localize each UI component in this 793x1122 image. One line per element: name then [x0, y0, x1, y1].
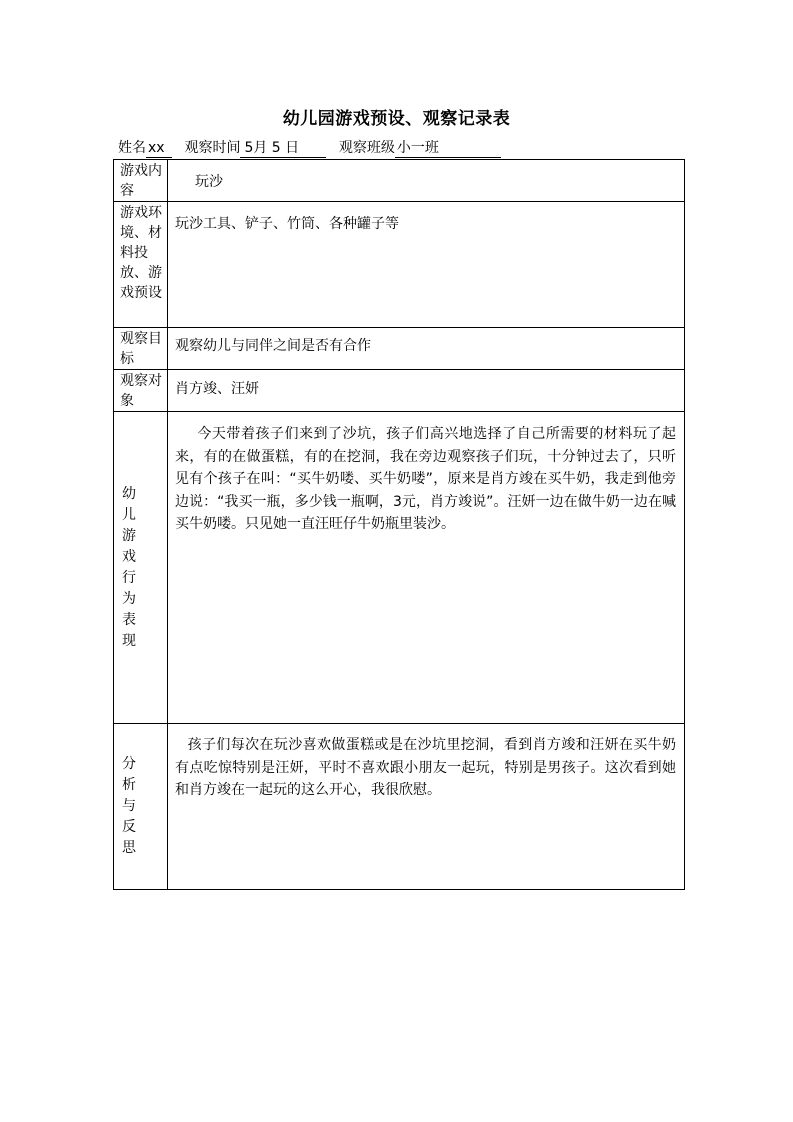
info-line — [118, 138, 538, 158]
table-row-environment — [114, 202, 685, 328]
row-content: 今天带着孩子们来到了沙坑，孩子们高兴地选择了自己所需要的材料玩了起来，有的在做蛋糕，有的在挖洞，我在旁边观察孩子们玩，十分钟过去了，只听见有个孩子在叫：“买牛奶喽、买牛奶喽”，原来是肖方竣在买牛奶，我走到他旁边说：“我买一瓶，多少钱一瓶啊，3元，肖方竣说”。汪妍一边在做牛奶一边在喊买牛奶喽。只见她一直汪旺仔牛奶瓶里装沙。 — [168, 412, 685, 724]
row-label: 游戏环境、材料投放、游戏预设 — [114, 202, 168, 328]
row-label: 游戏内容 — [114, 160, 168, 202]
name-value: xx — [146, 139, 172, 158]
row-content: 孩子们每次在玩沙喜欢做蛋糕或是在沙坑里挖洞，看到肖方竣和汪妍在买牛奶有点吃惊特别是汪妍，平时不喜欢跟小朋友一起玩，特别是男孩子。这次看到她和肖方竣在一起玩的这么开心，我很欣慰。 — [168, 724, 685, 890]
class-value: 小一班 — [395, 139, 501, 158]
table-row-reflection — [114, 724, 685, 890]
page-title: 幼儿园游戏预设、观察记录表 — [282, 109, 511, 129]
table-row-behavior — [114, 412, 685, 724]
row-label: 观察目标 — [114, 328, 168, 370]
row-content: 玩沙 — [168, 160, 685, 202]
table-row-subject — [114, 370, 685, 412]
row-content: 肖方竣、汪妍 — [168, 370, 685, 412]
time-label: 观察时间 — [184, 140, 241, 156]
row-label: 分析与反思 — [114, 724, 168, 890]
row-content: 观察幼儿与同伴之间是否有合作 — [168, 328, 685, 370]
record-table — [113, 159, 685, 890]
row-label: 观察对象 — [114, 370, 168, 412]
table-row-game-content — [114, 160, 685, 202]
row-content: 玩沙工具、铲子、竹筒、各种罐子等 — [168, 202, 685, 328]
row-label: 幼儿游戏行为表现 — [114, 412, 168, 724]
class-label: 观察班级 — [338, 140, 395, 156]
time-value: 5月 5 日 — [240, 139, 326, 158]
name-label: 姓名 — [118, 140, 146, 156]
table-row-goal — [114, 328, 685, 370]
